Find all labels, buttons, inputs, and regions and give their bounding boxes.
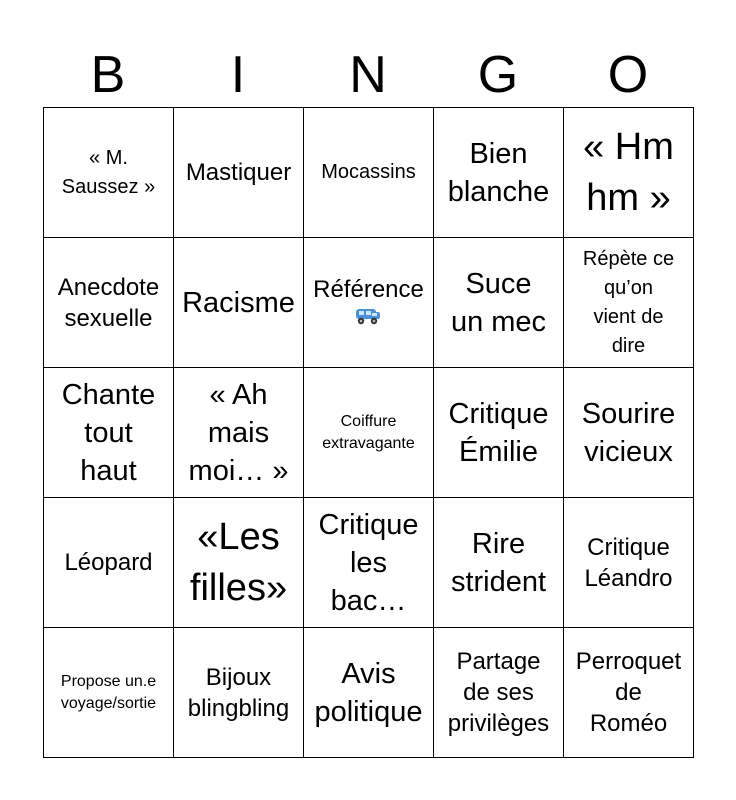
cell-label: Critique les bac… [318, 508, 419, 617]
bingo-cell-r2-c1[interactable] [44, 238, 174, 368]
bingo-cell-r1-c1[interactable] [44, 108, 174, 238]
cell-label: Chante tout haut [61, 378, 156, 487]
cell-label: Suce un mec [450, 267, 547, 338]
cell-label: Critique Émilie [448, 397, 549, 468]
cell-label: Répète ce qu’on vient de dire [582, 247, 675, 357]
bingo-board [43, 107, 694, 758]
cell-label: Propose un.e voyage/sortie [60, 672, 157, 712]
cell-label: «Les filles» [189, 515, 288, 609]
bingo-header [43, 44, 693, 106]
bingo-cell-r4-c1[interactable] [44, 498, 174, 628]
cell-label: Mocassins [321, 161, 416, 183]
cell-label: Critique Léandro [584, 533, 673, 592]
car-icon [353, 305, 383, 332]
cell-label: Coiffure extravagante [322, 412, 415, 452]
cell-label: Perroquet de Roméo [575, 648, 682, 737]
cell-label: Bijoux blingbling [187, 663, 290, 722]
bingo-cell-r5-c1[interactable] [44, 628, 174, 758]
cell-label: Référence [313, 275, 424, 303]
cell-label: Léopard [64, 549, 153, 576]
cell-label: Bien blanche [447, 137, 550, 208]
bingo-cell-r4-c5[interactable] [564, 498, 694, 628]
bingo-cell-r3-c2[interactable] [174, 368, 304, 498]
bingo-cell-r3-c1[interactable] [44, 368, 174, 498]
bingo-cell-r2-c3[interactable] [304, 238, 434, 368]
bingo-cell-r1-c2[interactable] [174, 108, 304, 238]
cell-label: « Hm hm » [583, 125, 674, 219]
header-letter-b: B [90, 46, 126, 104]
bingo-cell-r1-c5[interactable] [564, 108, 694, 238]
header-letter-g: G [477, 46, 519, 104]
header-letter-i: I [230, 46, 246, 104]
bingo-cell-r1-c3[interactable] [304, 108, 434, 238]
cell-label: Rire strident [450, 527, 547, 598]
header-letter-n: N [349, 46, 387, 104]
cell-label: « M. Saussez » [61, 146, 156, 198]
bingo-cell-r4-c2[interactable] [174, 498, 304, 628]
bingo-cell-r1-c4[interactable] [434, 108, 564, 238]
cell-label: Mastiquer [185, 159, 292, 186]
cell-label: Racisme [182, 286, 295, 319]
bingo-cell-r2-c5[interactable] [564, 238, 694, 368]
bingo-cell-r2-c4[interactable] [434, 238, 564, 368]
bingo-cell-r3-c4[interactable] [434, 368, 564, 498]
cell-label: Partage de ses privilèges [447, 648, 550, 737]
bingo-cell-r4-c4[interactable] [434, 498, 564, 628]
bingo-cell-r5-c4[interactable] [434, 628, 564, 758]
bingo-cell-r5-c2[interactable] [174, 628, 304, 758]
bingo-cell-r4-c3[interactable] [304, 498, 434, 628]
bingo-cell-r2-c2[interactable] [174, 238, 304, 368]
header-letter-o: O [607, 46, 649, 104]
cell-label: « Ah mais moi… » [188, 378, 289, 487]
bingo-cell-r5-c3[interactable] [304, 628, 434, 758]
cell-label: Avis politique [314, 657, 423, 728]
cell-label: Sourire vicieux [581, 397, 676, 468]
bingo-cell-r3-c5[interactable] [564, 368, 694, 498]
bingo-cell-r5-c5[interactable] [564, 628, 694, 758]
cell-label: Anecdote sexuelle [57, 273, 160, 332]
bingo-cell-r3-c3[interactable] [304, 368, 434, 498]
